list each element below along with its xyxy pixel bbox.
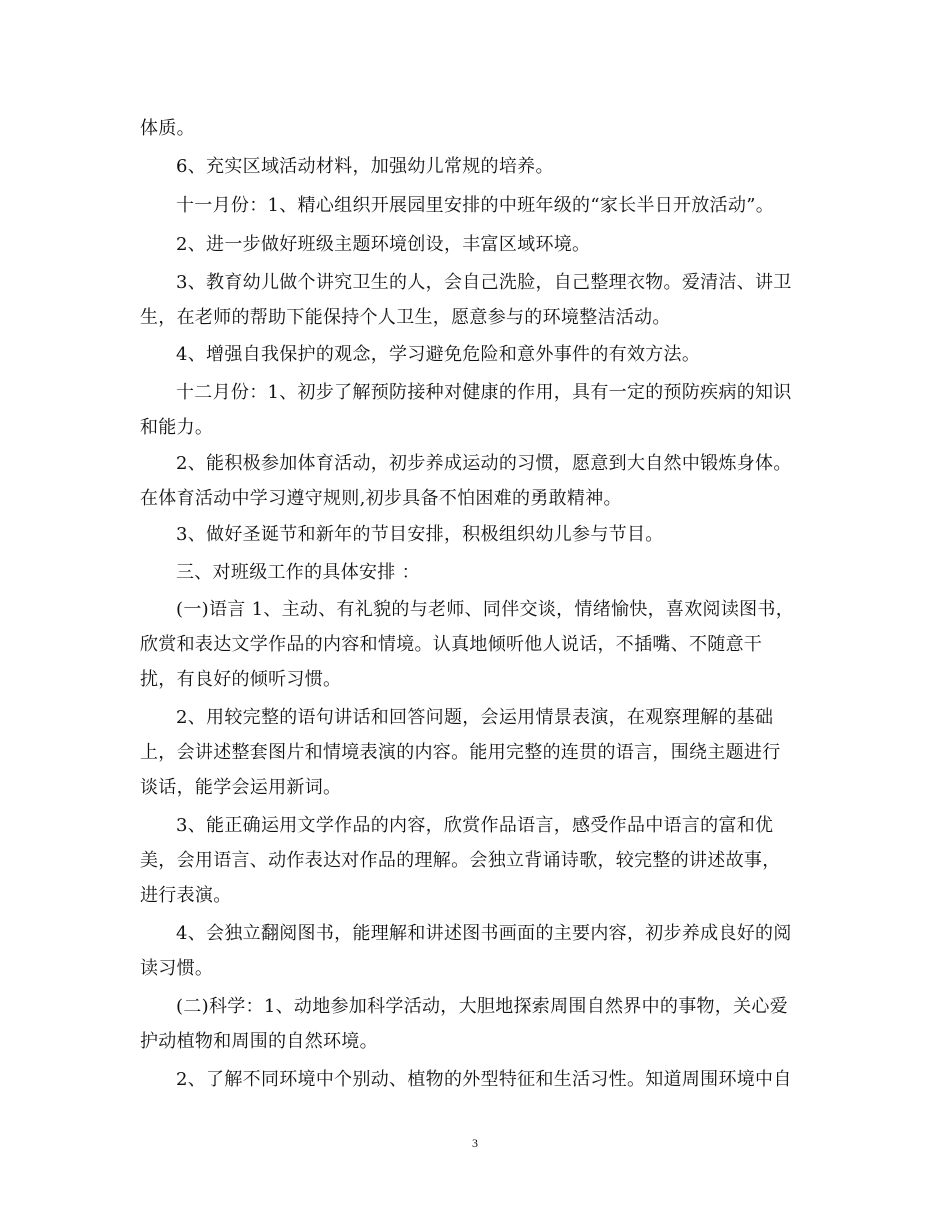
text-line: 3、教育幼儿做个讲究卫生的人，会自己洗脸，自己整理衣物。爱清洁、讲卫 bbox=[176, 272, 792, 293]
text-line: 扰，有良好的倾听习惯。 bbox=[140, 669, 342, 690]
text-line: 欣赏和表达文学作品的内容和情境。认真地倾听他人说话，不插嘴、不随意干 bbox=[140, 634, 763, 655]
text-line: 3、能正确运用文学作品的内容，欣赏作品语言，感受作品中语言的富和优 bbox=[176, 815, 774, 836]
text-line: 十一月份：1、精心组织开展园里安排的中班年级的“家长半日开放活动”。 bbox=[176, 195, 775, 216]
text-line: 2、用较完整的语句讲话和回答问题，会运用情景表演，在观察理解的基础 bbox=[176, 707, 774, 728]
text-line: (一)语言 1、主动、有礼貌的与老师、同伴交谈，情绪愉快，喜欢阅读图书， bbox=[176, 599, 795, 620]
text-line: (二)科学：1、动地参加科学活动，大胆地探索周围自然界中的事物，关心爱 bbox=[176, 996, 788, 1017]
page-number: 3 bbox=[472, 1136, 478, 1150]
text-line: 2、了解不同环境中个别动、植物的外型特征和生活习性。知道周围环境中自 bbox=[176, 1069, 792, 1090]
text-line: 2、能积极参加体育活动，初步养成运动的习惯，愿意到大自然中锻炼身体。 bbox=[176, 453, 792, 474]
text-line: 读习惯。 bbox=[140, 958, 214, 979]
text-line: 和能力。 bbox=[140, 417, 214, 438]
text-line: 3、做好圣诞节和新年的节目安排，积极组织幼儿参与节目。 bbox=[176, 524, 664, 545]
text-line: 6、充实区域活动材料，加强幼儿常规的培养。 bbox=[176, 156, 554, 177]
text-line: 进行表演。 bbox=[140, 885, 232, 906]
text-line: 三、对班级工作的具体安排 ： bbox=[176, 562, 420, 583]
text-line: 4、增强自我保护的观念，学习避免危险和意外事件的有效方法。 bbox=[176, 344, 701, 365]
text-line: 4、会独立翻阅图书，能理解和讲述图书画面的主要内容，初步养成良好的阅 bbox=[176, 923, 792, 944]
text-line: 谈话，能学会运用新词。 bbox=[140, 777, 342, 798]
text-line: 在体育活动中学习遵守规则,初步具备不怕困难的勇敢精神。 bbox=[140, 488, 622, 509]
text-line: 生，在老师的帮助下能保持个人卫生，愿意参与的环境整洁活动。 bbox=[140, 307, 671, 328]
text-line: 十二月份：1、初步了解预防接种对健康的作用，具有一定的预防疾病的知识 bbox=[176, 382, 792, 403]
text-line: 美，会用语言、动作表达对作品的理解。会独立背诵诗歌，较完整的讲述故事， bbox=[140, 850, 781, 871]
text-line: 体质。 bbox=[140, 118, 195, 139]
text-line: 护动植物和周围的自然环境。 bbox=[140, 1031, 378, 1052]
text-line: 上，会讲述整套图片和情境表演的内容。能用完整的连贯的语言，围绕主题进行 bbox=[140, 742, 781, 763]
text-line: 2、进一步做好班级主题环境创设，丰富区域环境。 bbox=[176, 234, 591, 255]
